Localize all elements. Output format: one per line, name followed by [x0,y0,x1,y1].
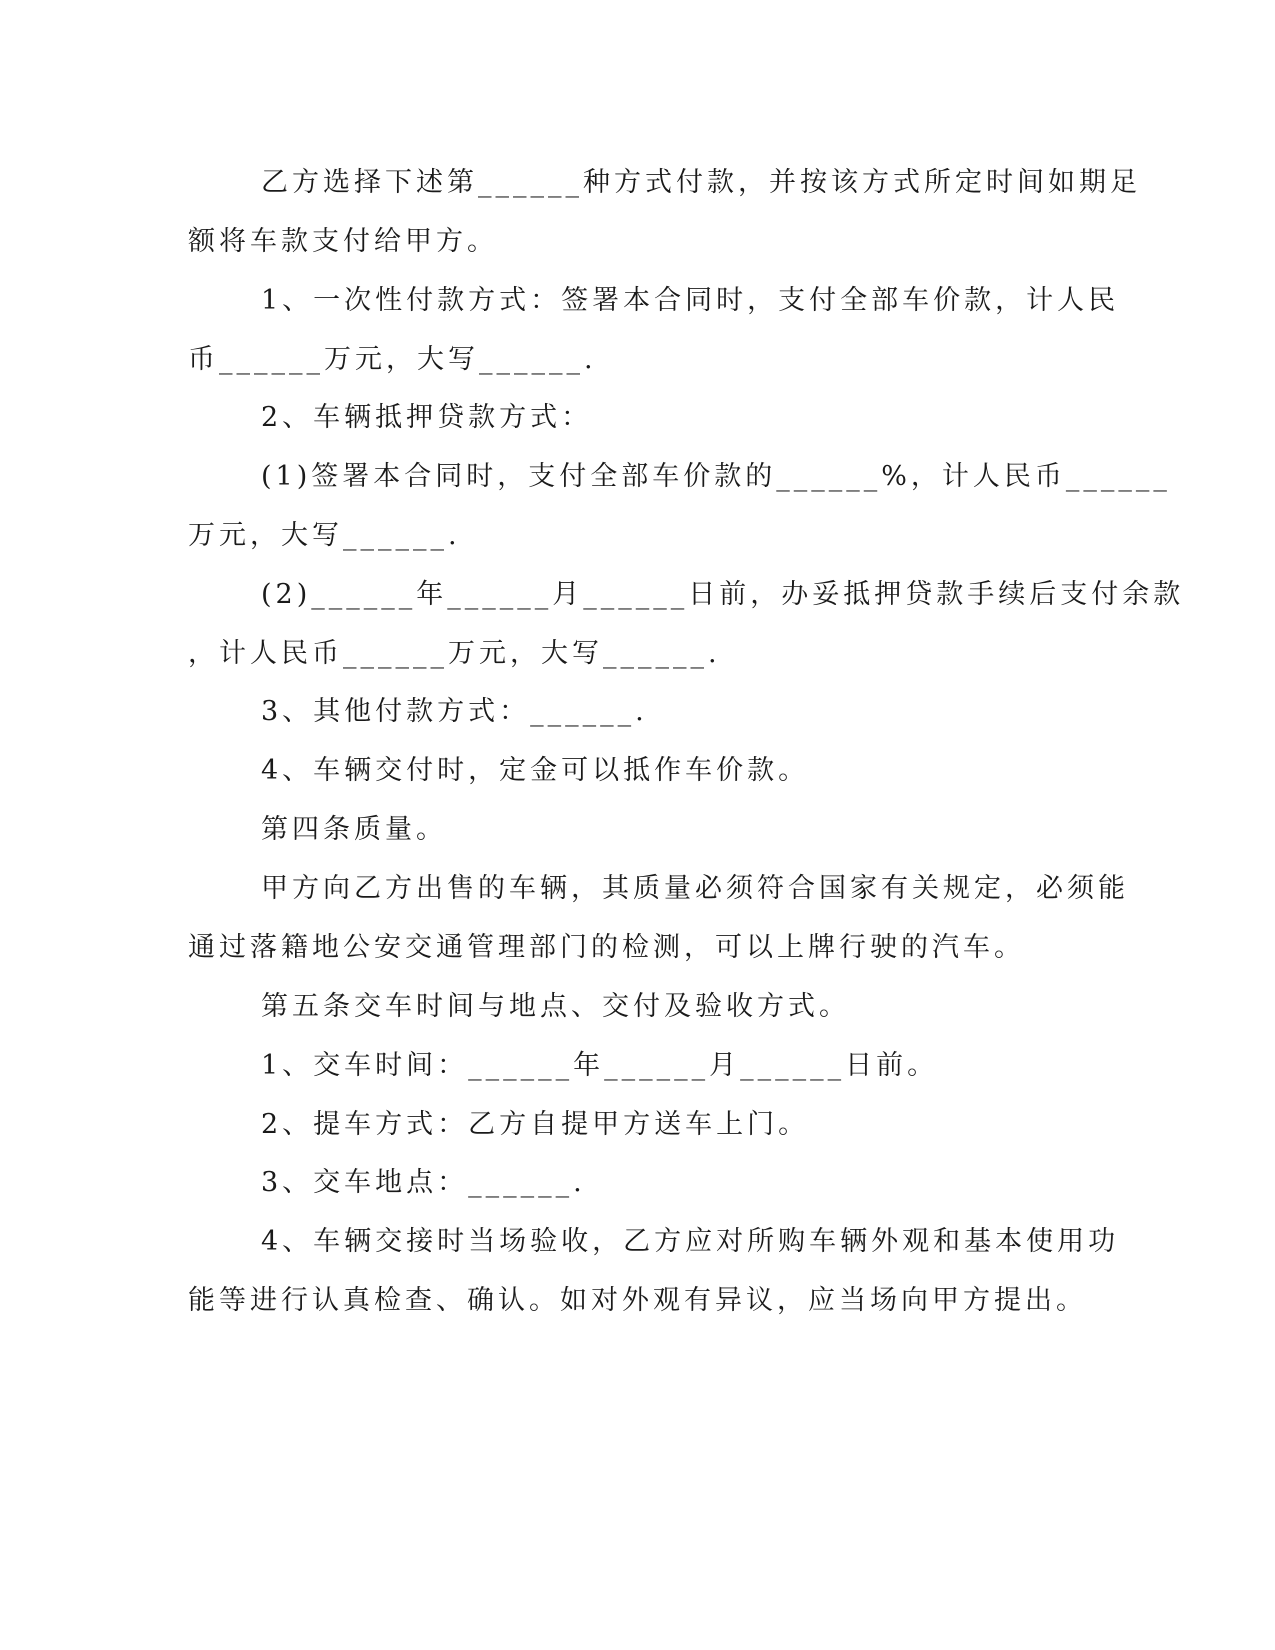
paragraph-line: 2、车辆抵押贷款方式： [261,402,593,433]
paragraph-line: ，计人民币______万元，大写______. [188,638,721,669]
section-heading: 第四条质量。 [261,814,447,845]
paragraph-line: 万元，大写______. [188,520,461,551]
paragraph-line: 2、提车方式：乙方自提甲方送车上门。 [261,1109,810,1140]
paragraph-line: 3、交车地点：______. [261,1167,586,1198]
paragraph-line: (1)签署本合同时，支付全部车价款的______%，计人民币______ [261,461,1171,492]
paragraph-line: 乙方选择下述第______种方式付款，并按该方式所定时间如期足 [261,167,1141,198]
paragraph-line: 1、一次性付款方式：签署本合同时，支付全部车价款，计人民 [261,285,1120,316]
paragraph-line: 1、交车时间：______年______月______日前。 [261,1050,939,1081]
paragraph-line: 额将车款支付给甲方。 [188,226,498,257]
paragraph-line: 甲方向乙方出售的车辆，其质量必须符合国家有关规定，必须能 [261,873,1129,904]
paragraph-line: 4、车辆交接时当场验收，乙方应对所购车辆外观和基本使用功 [261,1226,1120,1257]
paragraph-line: (2)______年______月______日前，办妥抵押贷款手续后支付余款 [261,579,1185,610]
section-heading: 第五条交车时间与地点、交付及验收方式。 [261,991,850,1022]
paragraph-line: 3、其他付款方式：______. [261,696,648,727]
paragraph-line: 4、车辆交付时，定金可以抵作车价款。 [261,755,810,786]
paragraph-line: 币______万元，大写______. [188,344,597,375]
paragraph-line: 通过落籍地公安交通管理部门的检测，可以上牌行驶的汽车。 [188,932,1025,963]
paragraph-line: 能等进行认真检查、确认。如对外观有异议，应当场向甲方提出。 [188,1285,1087,1316]
